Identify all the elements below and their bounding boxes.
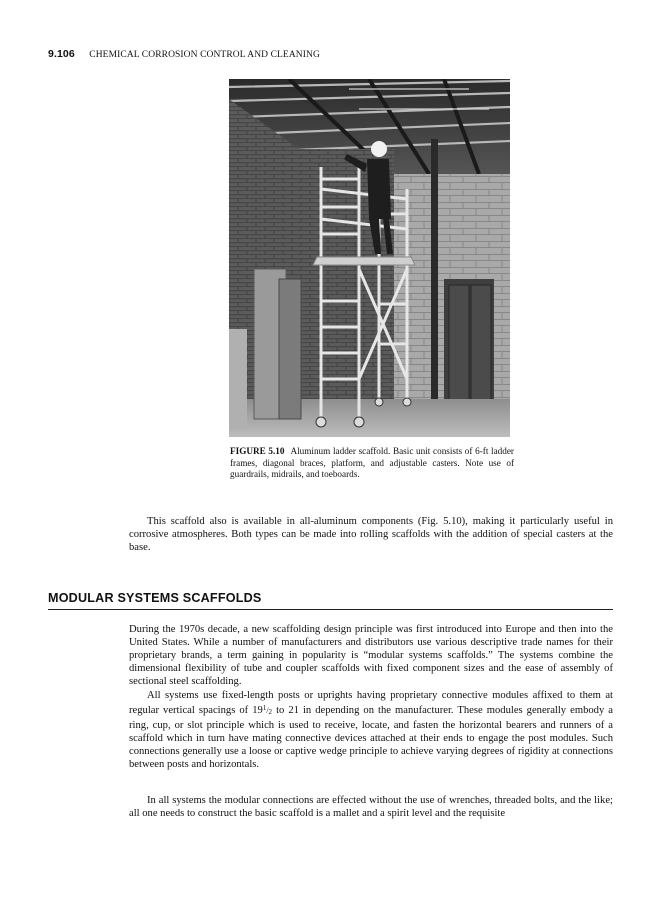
paragraph-2-text-end: to 21 in depending on the manufacturer. These modules generally embody a ring, cup, or slot principle which is used to receive, locate, and fasten the horizontal bearers and runners of a scaffold which in turn have mating connective devices attached at their ends to engage the post modules. Such connections generally use a loose or captive wedge principle to achieve varying degrees of rigidity at connections between posts and horizontals. — [129, 705, 613, 771]
fraction-half: $^1/_2$ — [262, 704, 273, 717]
body-paragraph-2 — [129, 689, 613, 772]
intro-paragraph: This scaffold also is available in all-aluminum components (Fig. 5.10), making it particularly useful in corrosive atmospheres. Both types can be made into rolling scaffolds with the addition of special casters at the base. — [129, 516, 613, 554]
fraction-numerator: 1 — [262, 704, 267, 713]
body-paragraph-1: During the 1970s decade, a new scaffolding design principle was first introduced into Europe and then into the United States. While a number of manufacturers and distributors use various descriptive trade names for their proprietary brands, a term gaining in popularity is “modular systems scaffolds.” The systems combine the dimensional flexibility of tube and coupler scaffolds with fixed component sizes and the ease of assembly of sectional steel scaffolding. — [129, 624, 613, 688]
body-paragraph-3: In all systems the modular connections are effected without the use of wrenches, threaded bolts, and the like; all one needs to construct the basic scaffold is a mallet and a spirit level and the requisite — [129, 795, 613, 820]
figure-photo — [229, 79, 510, 437]
figure-label: FIGURE 5.10 — [230, 446, 285, 456]
section-title: MODULAR SYSTEMS SCAFFOLDS — [48, 591, 262, 605]
running-title: CHEMICAL CORROSION CONTROL AND CLEANING — [89, 50, 320, 60]
paragraph-2-text-start: All systems use fixed-length posts or uprights having proprietary connective modules affixed to them at regular vertical spacings of 19 — [129, 690, 613, 717]
section-heading — [48, 589, 613, 610]
running-head — [48, 48, 320, 60]
figure-caption — [230, 446, 514, 481]
page-number: 9.106 — [48, 48, 75, 60]
figure-caption-text: Aluminum ladder scaffold. Basic unit consists of 6-ft ladder frames, diagonal braces, platform, and adjustable casters. Note use of guardrails, midrails, and toeboards. — [230, 446, 514, 480]
fraction-denominator: 2 — [268, 708, 273, 717]
